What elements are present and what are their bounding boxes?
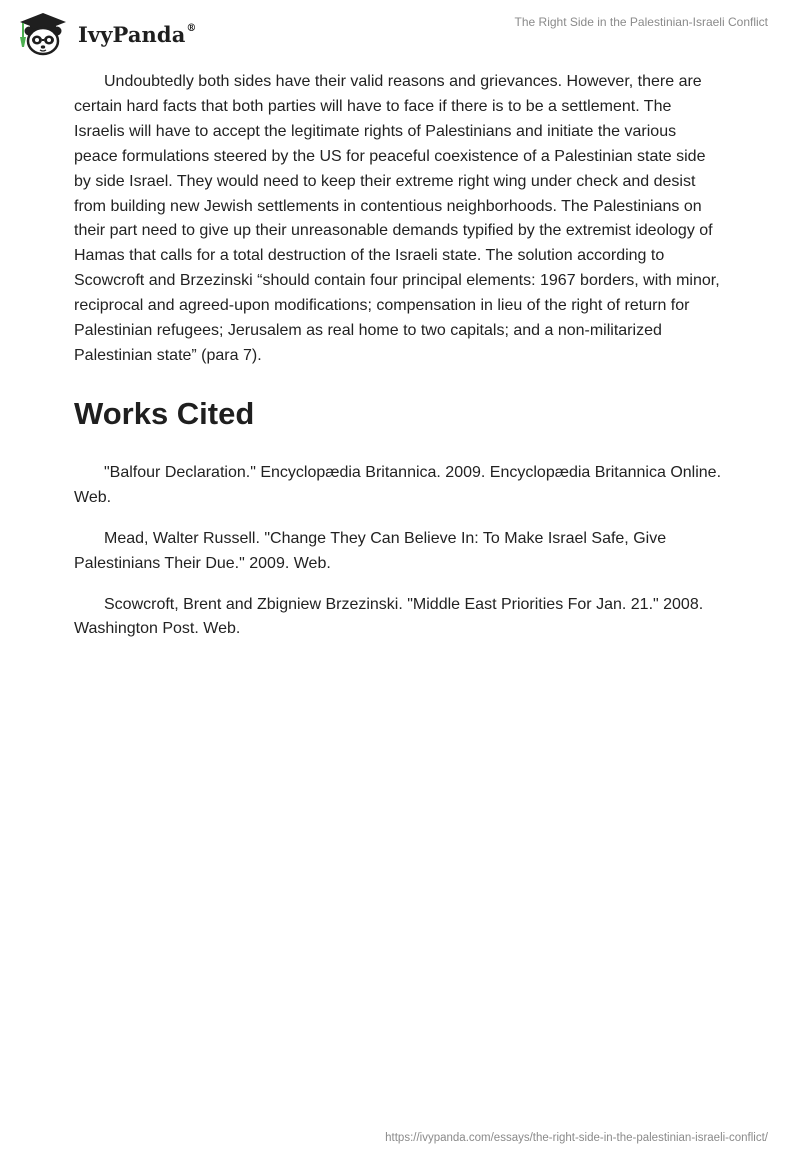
- citation-item: "Balfour Declaration." Encyclopædia Britannica. 2009. Encyclopædia Britannica Online. Web.: [74, 463, 722, 506]
- panda-graduate-icon: [14, 9, 72, 57]
- essay-content: [74, 70, 724, 658]
- citation-list: [74, 461, 724, 642]
- page-header: [0, 0, 800, 62]
- citation-item: Mead, Walter Russell. "Change They Can Believe In: To Make Israel Safe, Give Palestinians Their Due." 2009. Web.: [74, 529, 667, 572]
- registered-mark: ®: [186, 22, 197, 34]
- citation-item: Scowcroft, Brent and Zbigniew Brzezinski. "Middle East Priorities For Jan. 21." 2008. Washington Post. Web.: [74, 595, 704, 638]
- brand-logo[interactable]: [14, 8, 197, 58]
- works-cited-heading: Works Cited: [74, 395, 255, 431]
- footer-source-url[interactable]: https://ivypanda.com/essays/the-right-side-in-the-palestinian-israeli-conflict/: [385, 1132, 768, 1144]
- brand-name: IvyPanda®: [78, 21, 197, 47]
- document-title: The Right Side in the Palestinian-Israeli Conflict: [514, 15, 768, 29]
- body-paragraph: Undoubtedly both sides have their valid reasons and grievances. However, there are certain hard facts that both parties will have to face if there is to be a settlement. The Israelis will have to accept the legitimate rights of Palestinians and initiate the various peace formulations steered by the US for peaceful coexistence of a Palestinian state side by side Israel. They would need to keep their extreme right wing under check and desist from building new Jewish settlements in contentious neighborhoods. The Palestinians on their part need to give up their unreasonable demands typified by the extremist ideology of Hamas that calls for a total destruction of the Israeli state. The solution according to Scowcroft and Brzezinski “should contain four principal elements: 1967 borders, with minor, reciprocal and agreed-upon modifications; compensation in lieu of the right of return for Palestinian refugees; Jerusalem as real home to two capitals; and a non-militarized Palestinian state” (para 7).: [74, 73, 720, 364]
